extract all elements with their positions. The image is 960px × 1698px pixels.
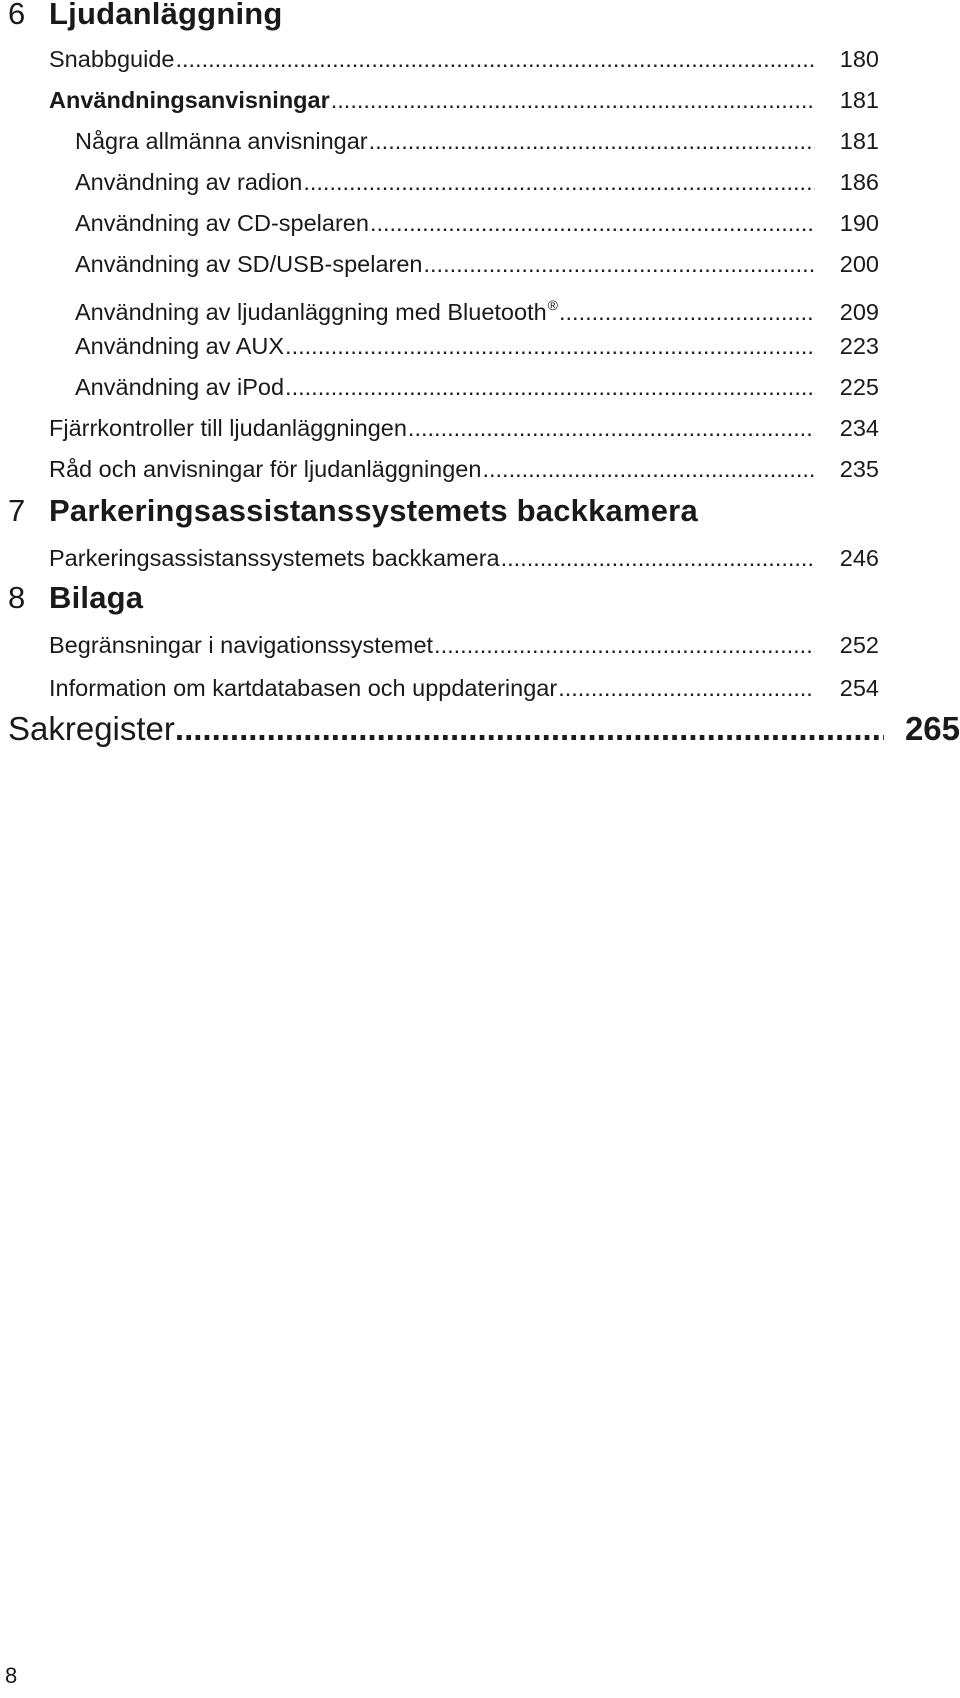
- toc-entry-label: Snabbguide: [49, 46, 175, 72]
- toc-entry-label: Användning av radion: [75, 169, 303, 195]
- chapter-title: Bilaga: [49, 580, 144, 615]
- chapter-title: Parkeringsassistanssystemets backkamera: [49, 493, 698, 528]
- toc-entry-label: Parkeringsassistanssystemets backkamera: [49, 545, 500, 571]
- toc-entry-label: Några allmänna anvisningar: [75, 128, 368, 154]
- toc-entry-page: 223: [839, 333, 879, 359]
- toc-entry-page: 225: [839, 374, 879, 400]
- chapter-number: 8: [8, 580, 26, 615]
- dot-leader: [331, 85, 815, 115]
- toc-entry-page: 252: [839, 632, 879, 658]
- dot-leader: [501, 543, 815, 573]
- toc-entry-kartdatabasen[interactable]: [49, 673, 879, 703]
- dot-leader: [285, 331, 815, 361]
- toc-entry-label: Användning av AUX: [75, 333, 285, 359]
- dot-leader: [408, 413, 815, 443]
- toc-entry-anvandningsanvisningar[interactable]: [49, 85, 879, 115]
- dot-leader: [423, 249, 815, 279]
- toc-entry-label: Information om kartdatabasen och uppdateringar: [49, 675, 558, 701]
- toc-entry-label: Användning av iPod: [75, 374, 285, 400]
- toc-entry-page: 254: [839, 675, 879, 701]
- toc-entry-label: Begränsningar i navigationssystemet: [49, 632, 434, 658]
- dot-leader: [303, 167, 815, 197]
- chapter-number: 7: [8, 493, 26, 528]
- toc-entry-label: Användning av CD-spelaren: [75, 210, 369, 236]
- page-number: 8: [5, 1663, 18, 1688]
- chapter-number: 6: [8, 0, 26, 31]
- chapter-title: Ljudanläggning: [49, 0, 283, 31]
- toc-entry-label-text: Användning av ljudanläggning med Bluetooth: [75, 299, 547, 325]
- dot-leader: [434, 630, 815, 660]
- toc-entry-rad-och-anvisningar[interactable]: [49, 454, 879, 484]
- toc-entry-label: Fjärrkontroller till ljudanläggningen: [49, 415, 407, 441]
- dot-leader: [285, 372, 815, 402]
- toc-entry-page: 234: [839, 415, 879, 441]
- toc-entry-radion[interactable]: [75, 167, 879, 197]
- toc-entry-page: 209: [839, 299, 879, 325]
- toc-entry-allmanna-anvisningar[interactable]: [75, 126, 879, 156]
- toc-entry-label: Användning av SD/USB-spelaren: [75, 251, 423, 277]
- dot-leader: [175, 44, 815, 74]
- toc-entry-ipod[interactable]: [75, 372, 879, 402]
- dot-leader: [482, 454, 815, 484]
- dot-leader: [558, 673, 815, 703]
- toc-entry-page: 181: [839, 128, 879, 154]
- index-label: Sakregister: [8, 710, 175, 747]
- dot-leader: [559, 297, 815, 327]
- toc-entry-aux[interactable]: [75, 331, 879, 361]
- toc-entry-sakregister[interactable]: [8, 710, 960, 748]
- toc-entry-snabbguide[interactable]: [49, 44, 879, 74]
- toc-entry-label: Råd och anvisningar för ljudanläggningen: [49, 456, 482, 482]
- toc-entry-page: 181: [839, 87, 879, 113]
- toc-entry-label: [75, 290, 558, 327]
- toc-entry-page: 190: [839, 210, 879, 236]
- toc-entry-fjarrkontroller[interactable]: [49, 413, 879, 443]
- chapter-8-heading[interactable]: [8, 580, 143, 616]
- chapter-7-heading[interactable]: [8, 493, 698, 529]
- toc-entry-begransningar[interactable]: [49, 630, 879, 660]
- index-page: 265: [904, 710, 960, 747]
- registered-mark: ®: [547, 297, 558, 313]
- toc-entry-page: 186: [839, 169, 879, 195]
- toc-entry-page: 200: [839, 251, 879, 277]
- toc-entry-label: Användningsanvisningar: [49, 87, 330, 113]
- toc-entry-sd-usb-spelaren[interactable]: [75, 249, 879, 279]
- toc-entry-page: 235: [839, 456, 879, 482]
- chapter-6-heading[interactable]: [8, 0, 283, 32]
- dot-leader: [369, 126, 815, 156]
- toc-entry-page: 246: [839, 545, 879, 571]
- dot-leader: [370, 208, 815, 238]
- dot-leader: [175, 710, 884, 748]
- toc-entry-backkamera[interactable]: [49, 543, 879, 573]
- toc-entry-page: 180: [839, 46, 879, 72]
- toc-entry-cd-spelaren[interactable]: [75, 208, 879, 238]
- toc-entry-bluetooth[interactable]: [75, 290, 879, 327]
